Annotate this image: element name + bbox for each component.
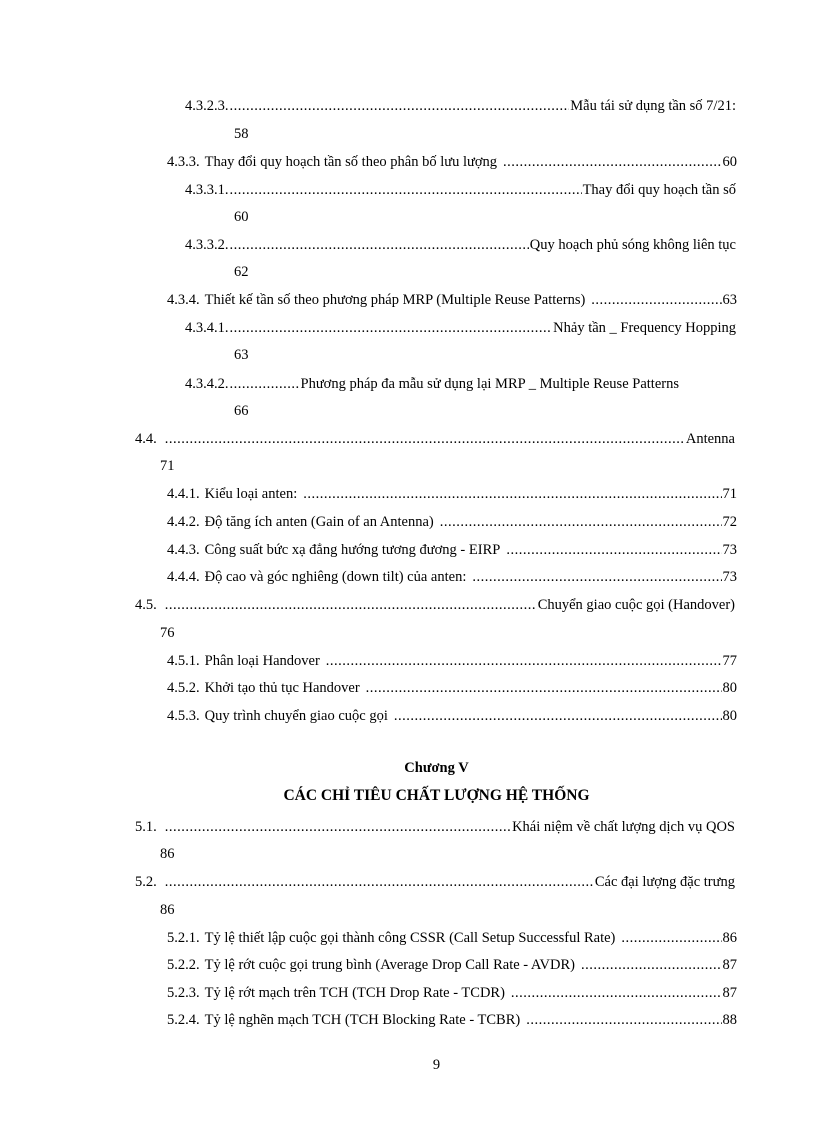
toc-entry[interactable] <box>167 540 737 560</box>
toc-title: Kiểu loại anten: <box>204 486 298 502</box>
toc-leader <box>581 955 722 975</box>
toc-number: 5.1. <box>135 819 157 835</box>
toc-entry[interactable] <box>135 595 735 615</box>
toc-page: 73 <box>722 569 737 585</box>
toc-number: 5.2.1. <box>167 930 200 946</box>
toc-leader <box>230 318 553 338</box>
toc-page: 76 <box>160 625 175 641</box>
toc-title: Quy trình chuyển giao cuộc gọi <box>204 708 388 724</box>
toc-leader <box>621 928 721 948</box>
toc-leader <box>230 180 582 200</box>
toc-leader <box>591 290 721 310</box>
toc-number: 4.5. <box>135 597 157 613</box>
toc-number: 4.3.3. <box>167 154 200 170</box>
toc-entry[interactable] <box>167 651 737 671</box>
toc-page: 60 <box>722 154 737 170</box>
toc-entry[interactable] <box>167 290 737 310</box>
page-number: 9 <box>432 1057 441 1073</box>
toc-leader <box>394 706 722 726</box>
toc-entry[interactable] <box>185 96 736 116</box>
toc-title: Tỷ lệ thiết lập cuộc gọi thành công CSSR (Call Setup Successful Rate) <box>204 930 616 946</box>
toc-page: 73 <box>722 542 737 558</box>
toc-title: Mẫu tái sử dụng tần số 7/21: <box>570 98 736 114</box>
toc-title: Nhảy tần _ Frequency Hopping <box>553 320 736 336</box>
toc-title: Tỷ lệ rớt cuộc gọi trung bình (Average Drop Call Rate - AVDR) <box>204 957 575 973</box>
toc-entry[interactable] <box>185 180 736 200</box>
toc-entry[interactable] <box>185 318 736 338</box>
toc-title: Tỷ lệ rớt mạch trên TCH (TCH Drop Rate - TCDR) <box>204 985 505 1001</box>
toc-number: 4.4.3. <box>167 542 200 558</box>
toc-leader <box>503 152 721 172</box>
toc-leader <box>326 651 722 671</box>
toc-title: Thiết kế tần số theo phương pháp MRP (Multiple Reuse Patterns) <box>204 292 586 308</box>
toc-number: 4.4.1. <box>167 486 200 502</box>
toc-page: 71 <box>160 458 175 474</box>
toc-leader <box>230 96 570 116</box>
toc-entry[interactable] <box>167 678 737 698</box>
toc-leader <box>506 540 721 560</box>
toc-number: 5.2.3. <box>167 985 200 1001</box>
toc-leader <box>303 484 721 504</box>
toc-number: 4.4.4. <box>167 569 200 585</box>
toc-number: 4.4. <box>135 431 157 447</box>
toc-leader <box>165 595 537 615</box>
toc-leader <box>366 678 722 698</box>
toc-leader <box>230 235 529 255</box>
toc-title: Khái niệm về chất lượng dịch vụ QOS <box>512 819 735 835</box>
toc-page: 58 <box>234 126 249 142</box>
toc-entry[interactable] <box>167 484 737 504</box>
toc-number: 5.2.4. <box>167 1012 200 1028</box>
toc-title: Khởi tạo thủ tục Handover <box>204 680 360 696</box>
toc-page: 86 <box>160 902 175 918</box>
toc-title: Thay đổi quy hoạch tần số <box>582 182 736 198</box>
toc-page: 86 <box>160 846 175 862</box>
toc-entry[interactable] <box>135 429 735 449</box>
toc-leader <box>165 429 685 449</box>
toc-number: 4.5.1. <box>167 653 200 669</box>
toc-page: 88 <box>722 1012 737 1028</box>
toc-entry[interactable] <box>167 512 737 532</box>
chapter-title: CÁC CHỈ TIÊU CHẤT LƯỢNG HỆ THỐNG <box>283 787 590 804</box>
toc-page: 80 <box>722 708 737 724</box>
toc-page: 71 <box>722 486 737 502</box>
toc-entry[interactable] <box>185 374 736 394</box>
toc-number: 4.4.2. <box>167 514 200 530</box>
toc-entry[interactable] <box>135 872 735 892</box>
toc-leader <box>472 567 721 587</box>
toc-title: Độ tăng ích anten (Gain of an Antenna) <box>204 514 434 530</box>
toc-page: 66 <box>234 403 249 419</box>
toc-leader <box>511 983 722 1003</box>
toc-number: 4.3.3.2. <box>185 237 229 253</box>
toc-page: 62 <box>234 264 249 280</box>
toc-number: 4.3.4.2. <box>185 376 229 392</box>
toc-leader <box>165 872 594 892</box>
toc-number: 4.3.2.3. <box>185 98 229 114</box>
toc-entry[interactable] <box>167 706 737 726</box>
toc-title: Công suất bức xạ đẳng hướng tương đương - EIRP <box>204 542 501 558</box>
toc-leader <box>165 817 511 837</box>
toc-page: 87 <box>722 985 737 1001</box>
toc-page: 63 <box>234 347 249 363</box>
toc-title: Các đại lượng đặc trưng <box>594 874 735 890</box>
toc-number: 5.2. <box>135 874 157 890</box>
toc-page: 60 <box>234 209 249 225</box>
toc-entry[interactable] <box>135 817 735 837</box>
toc-number: 4.3.4. <box>167 292 200 308</box>
toc-title: Antenna <box>685 431 735 447</box>
toc-number: 4.5.2. <box>167 680 200 696</box>
chapter-label: Chương V <box>404 760 469 776</box>
toc-title: Phân loại Handover <box>204 653 320 669</box>
toc-entry[interactable] <box>167 567 737 587</box>
toc-leader <box>526 1010 721 1030</box>
toc-title: Chuyển giao cuộc gọi (Handover) <box>537 597 735 613</box>
toc-entry[interactable] <box>167 1010 737 1030</box>
toc-entry[interactable] <box>167 928 737 948</box>
toc-title: Quy hoạch phủ sóng không liên tục <box>529 237 736 253</box>
toc-page: 77 <box>722 653 737 669</box>
toc-title: Độ cao và góc nghiêng (down tilt) của anten: <box>204 569 467 585</box>
toc-entry[interactable] <box>167 955 737 975</box>
toc-page: 87 <box>722 957 737 973</box>
toc-number: 4.5.3. <box>167 708 200 724</box>
toc-title: Thay đổi quy hoạch tần số theo phân bố lưu lượng <box>204 154 498 170</box>
toc-page: 63 <box>722 292 737 308</box>
toc-leader <box>440 512 722 532</box>
toc-page: 86 <box>722 930 737 946</box>
toc-entry[interactable] <box>167 152 737 172</box>
toc-entry[interactable] <box>185 235 736 255</box>
toc-entry[interactable] <box>167 983 737 1003</box>
toc-number: 4.3.3.1. <box>185 182 229 198</box>
toc-title: Tỷ lệ nghẽn mạch TCH (TCH Blocking Rate - TCBR) <box>204 1012 521 1028</box>
toc-number: 4.3.4.1. <box>185 320 229 336</box>
toc-page: 80 <box>722 680 737 696</box>
toc-number: 5.2.2. <box>167 957 200 973</box>
toc-title: Phương pháp đa mẫu sử dụng lại MRP _ Multiple Reuse Patterns <box>300 376 679 392</box>
toc-leader <box>230 374 300 394</box>
toc-page: 72 <box>722 514 737 530</box>
